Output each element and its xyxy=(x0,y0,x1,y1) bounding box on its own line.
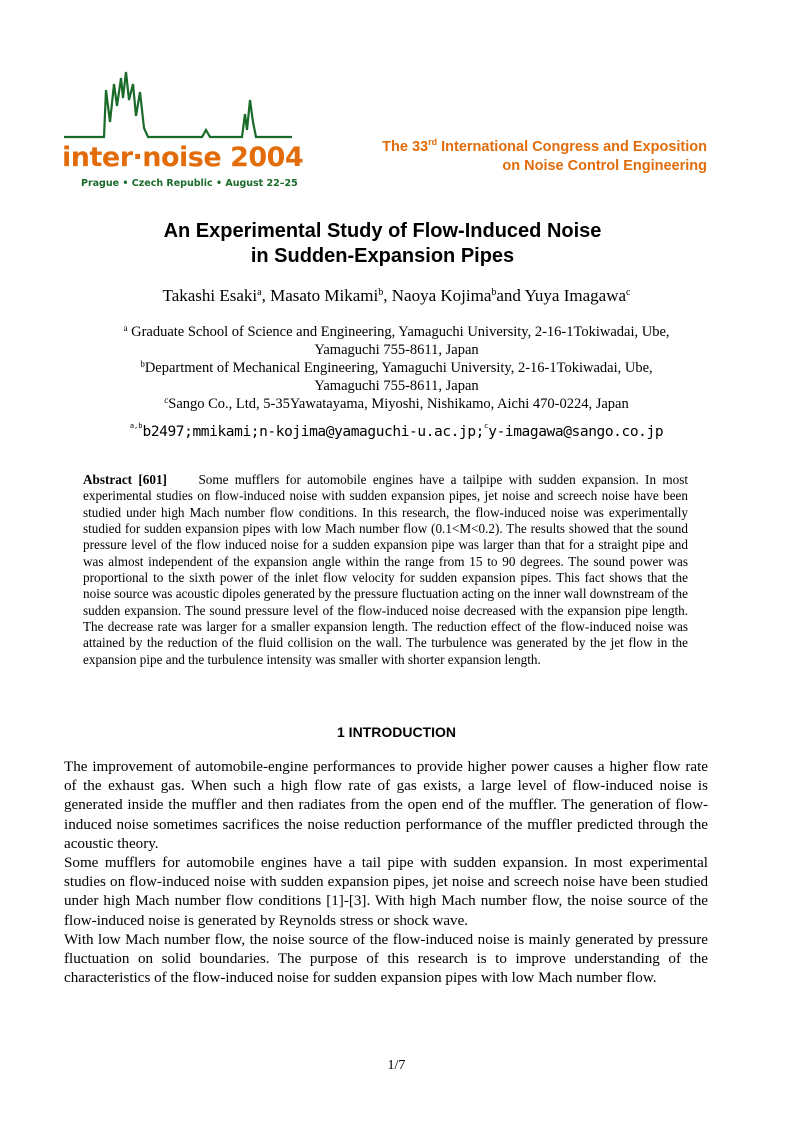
section-heading: 1 INTRODUCTION xyxy=(337,724,456,740)
paragraph: With low Mach number flow, the noise source of the flow-induced noise is mainly generated by pressure fluctuation on solid boundaries. The purpose of this research is to improve understanding of the characteristics of the flow-induced noise for sudden expansion pipes with low Mach number flow. xyxy=(64,931,708,987)
paragraph: Some mufflers for automobile engines have a tail pipe with sudden expansion. In most experimental studies on flow-induced noise with sudden expansion pipes, jet noise and screech noise have been studied under high Mach number flow conditions [1]-[3]. With high Mach number flow, the noise source of the flow-induced noise is generated by Reynolds stress or shock wave. xyxy=(64,855,708,929)
congress-title: The 33rd International Congress and Exposition on Noise Control Engineering xyxy=(382,137,707,174)
conference-logo xyxy=(62,70,304,195)
logo-subtitle: Prague • Czech Republic • August 22–25 xyxy=(81,178,298,189)
abstract xyxy=(83,472,688,668)
paper-title: An Experimental Study of Flow-Induced Noise in Sudden-Expansion Pipes xyxy=(163,220,602,267)
abstract-text: Some mufflers for automobile engines have a tailpipe with sudden expansion. In most experimental studies on flow-induced noise with sudden expansion pipes, jet noise and screech noise have been studied under high Mach number flow conditions. In this research, the flow-induced noise was experimentally studied for sudden expansion pipes with low Mach number flow (0.1<M<0.2). The results showed that the sound pressure level of the flow induced noise for a sudden expansion pipe was larger than that for a straight pipe and was almost independent of the expansion angle within the range from 15 to 90 degrees. The sound power was proportional to the sixth power of the inlet flow velocity for sudden expansion pipes. This fact shows that the noise source was acoustic dipoles generated by the pressure fluctuation acting on the inner wall downstream of the sudden expansion. The sound pressure level of the flow-induced noise decreased with the expansion pipe length. The decrease rate was larger for a smaller expansion length. The reduction effect of the flow-induced noise was attained by the reduction of the fluid collision on the wall. The turbulence was generated by the jet flow in the expansion pipe and the turbulence intensity was smaller with shorter expansion length. xyxy=(83,472,688,667)
logo-wordmark: inter·noise 2004 xyxy=(62,142,304,173)
author-emails: $^{a,b}$b2497;mmikami;n-kojima@yamaguchi-u.ac.jp;$^c$y-imagawa@sango.co.jp xyxy=(129,422,664,440)
author-list: Takashi Esaki$^a$, Masato Mikami$^b$, Naoya Kojima$^b$and Yuya Imagawa$^c$ xyxy=(162,286,631,305)
abstract-label: Abstract [601] xyxy=(83,472,167,487)
skyline-icon xyxy=(62,70,294,150)
page-number: 1/7 xyxy=(387,1058,406,1073)
introduction-body xyxy=(64,758,708,988)
affiliations: $^a$ Graduate School of Science and Engineering, Yamaguchi University, 2-16-1Tokiwadai, Ube, Yamaguchi 755-8611, Japan $^b$Department of Mechanical Engineering, Yamaguchi University, 2-16-1Tokiwadai, Ube, Yamaguchi 755-8611, Japan $^c$Sango Co., Ltd, 5-35Yawatayama, Miyoshi, Nishikamo, Aichi 470-0224, Japan xyxy=(123,323,670,412)
paragraph: The improvement of automobile-engine performances to provide higher power causes a higher flow rate of the exhaust gas. When such a high flow rate of gas exists, a large level of flow-induced noise is generated inside the muffler and then radiates from the open end of the muffler. The generation of flow-induced noise sometimes sacrifices the noise reduction performance of the muffler predicted through the acoustic theory. xyxy=(64,759,708,852)
